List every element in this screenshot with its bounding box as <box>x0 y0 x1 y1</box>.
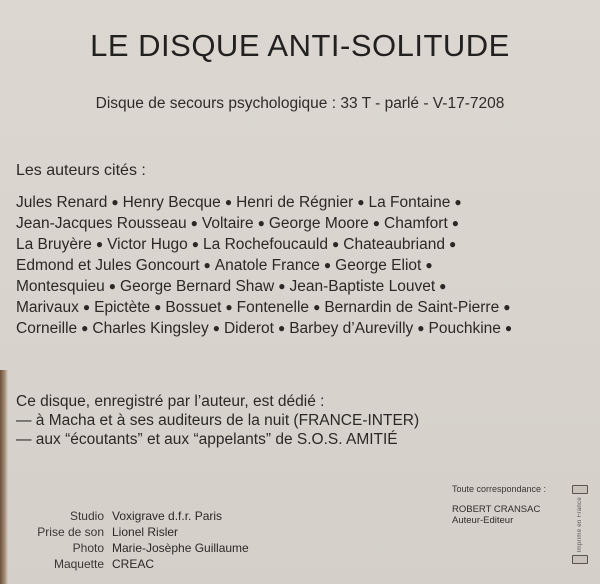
page-subtitle: Disque de secours psychologique : 33 T - parlé - V-17-7208 <box>95 95 505 112</box>
author-line <box>16 234 596 255</box>
dedication-line: — à Macha et à ses auditeurs de la nuit (FRANCE-INTER) <box>16 412 420 429</box>
bullet-icon: ● <box>451 216 460 230</box>
author-name: La Rochefoucauld <box>203 236 328 253</box>
bullet-icon: ● <box>417 321 425 335</box>
author-name: George Eliot <box>335 257 422 274</box>
author-name: Charles Kingsley <box>92 320 209 337</box>
bullet-icon: ● <box>191 237 200 251</box>
credit-row <box>16 508 249 524</box>
author-name: Chamfort <box>384 215 448 232</box>
bullet-icon: ● <box>81 321 89 335</box>
bullet-icon: ● <box>224 195 233 209</box>
printer-logo-icon <box>572 485 588 494</box>
author-name: Edmond et Jules Goncourt <box>16 257 200 274</box>
author-name: Montesquieu <box>16 278 105 295</box>
author-name: Marivaux <box>16 299 79 316</box>
bullet-icon: ● <box>95 237 104 251</box>
bullet-icon: ● <box>108 279 117 293</box>
bullet-icon: ● <box>278 279 286 293</box>
bullet-icon: ● <box>425 258 433 272</box>
authors-list <box>16 192 596 339</box>
author-line <box>16 192 596 213</box>
author-name: Diderot <box>223 320 274 337</box>
author-name: Jean-Jacques Rousseau <box>16 215 187 232</box>
author-line <box>16 318 596 339</box>
author-name: Epictète <box>94 299 151 316</box>
author-name: Barbey d’Aurevilly <box>289 320 414 337</box>
imprint-text: Imprimé en France <box>577 497 583 553</box>
credits <box>16 508 249 572</box>
credit-row <box>16 524 249 540</box>
credit-row <box>16 540 249 556</box>
bullet-icon: ● <box>439 279 447 293</box>
author-name: Henry Becque <box>122 194 221 211</box>
author-name: Pouchkine <box>428 320 501 337</box>
bullet-icon: ● <box>454 195 462 209</box>
credit-label: Prise de son <box>37 525 104 539</box>
bullet-icon: ● <box>82 300 91 314</box>
author-name: George Bernard Shaw <box>120 278 275 295</box>
page-title: LE DISQUE ANTI-SOLITUDE <box>90 28 510 63</box>
bullet-icon: ● <box>448 237 457 251</box>
author-name: Bossuet <box>165 299 222 316</box>
author-line <box>16 297 596 318</box>
bullet-icon: ● <box>504 321 513 335</box>
bullet-icon: ● <box>313 300 321 314</box>
author-name: Jules Renard <box>16 194 108 211</box>
bullet-icon: ● <box>111 195 119 209</box>
author-line <box>16 255 596 276</box>
publisher-name: ROBERT CRANSAC <box>452 504 541 515</box>
author-name: La Fontaine <box>368 194 451 211</box>
author-name: Jean-Baptiste Louvet <box>289 278 436 295</box>
author-name: Victor Hugo <box>107 236 188 253</box>
bullet-icon: ● <box>212 321 220 335</box>
author-line <box>16 276 596 297</box>
author-line <box>16 213 596 234</box>
publisher-block <box>452 504 540 526</box>
label-logo-icon <box>572 555 588 564</box>
author-name: Anatole France <box>214 257 320 274</box>
authors-heading: Les auteurs cités : <box>16 162 146 179</box>
credit-value: Marie-Josèphe Guillaume <box>112 541 249 555</box>
bullet-icon: ● <box>225 300 233 314</box>
credit-label: Photo <box>72 541 104 555</box>
bullet-icon: ● <box>203 258 211 272</box>
author-name: Fontenelle <box>236 299 310 316</box>
bullet-icon: ● <box>357 195 365 209</box>
dedication-line: — aux “écoutants” et aux “appelants” de S.O.S. AMITIÉ <box>16 431 398 448</box>
credit-value: CREAC <box>112 557 155 571</box>
credit-value: Voxigrave d.f.r. Paris <box>112 509 223 523</box>
author-name: George Moore <box>268 215 369 232</box>
author-name: La Bruyère <box>16 236 92 253</box>
bullet-icon: ● <box>332 237 340 251</box>
bullet-icon: ● <box>154 300 162 314</box>
bullet-icon: ● <box>257 216 265 230</box>
vertical-imprint <box>568 485 592 580</box>
correspondence-label: Toute correspondance : <box>452 484 547 494</box>
author-name: Chateaubriand <box>343 236 445 253</box>
bullet-icon: ● <box>277 321 286 335</box>
author-name: Henri de Régnier <box>236 194 354 211</box>
author-name: Bernardin de Saint-Pierre <box>324 299 500 316</box>
credit-label: Maquette <box>53 557 104 571</box>
sleeve-edge-shadow <box>0 370 8 584</box>
credit-row <box>16 556 249 572</box>
publisher-role: Auteur-Editeur <box>452 515 514 526</box>
bullet-icon: ● <box>323 258 332 272</box>
author-name: Corneille <box>16 320 78 337</box>
bullet-icon: ● <box>190 216 198 230</box>
bullet-icon: ● <box>372 216 381 230</box>
dedication <box>16 392 419 449</box>
credit-value: Lionel Risler <box>112 525 179 539</box>
dedication-intro: Ce disque, enregistré par l’auteur, est dédié : <box>16 393 325 410</box>
bullet-icon: ● <box>503 300 511 314</box>
author-name: Voltaire <box>201 215 254 232</box>
credit-label: Studio <box>69 509 104 523</box>
